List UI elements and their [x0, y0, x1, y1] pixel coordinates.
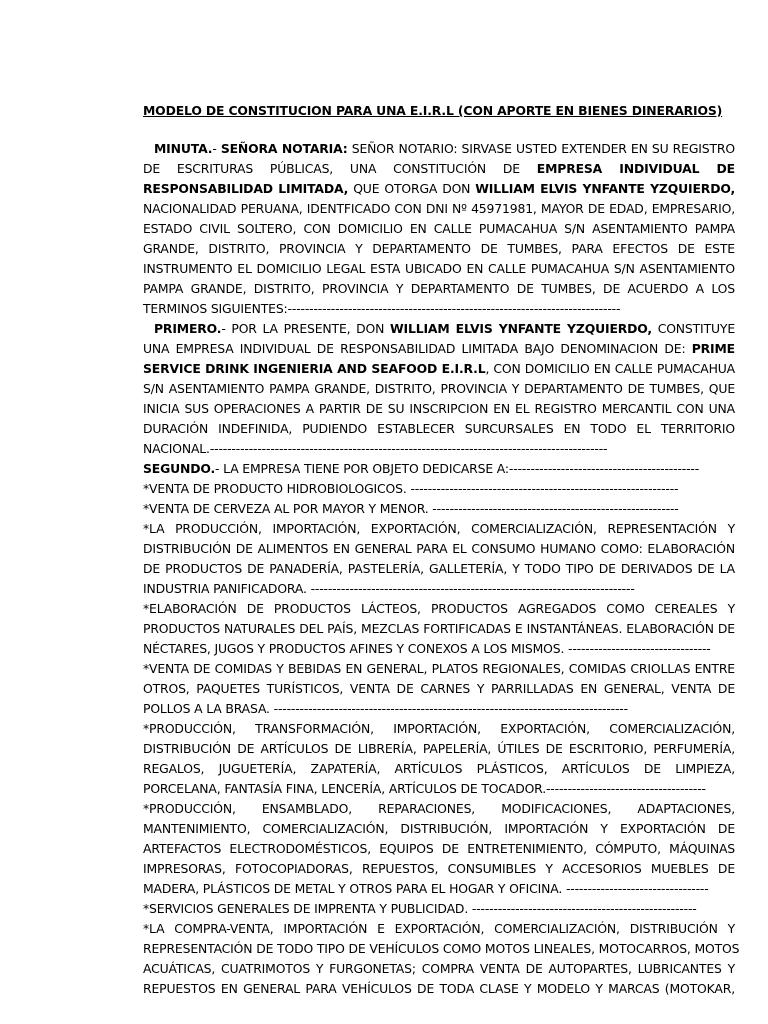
text-segment: NACIONALIDAD PERUANA, IDENTFICADO CON DNI Nº 45971981, MAYOR DE EDAD, EMPRESARIO, [143, 201, 735, 216]
text-line [143, 639, 735, 659]
text-segment: UNA EMPRESA INDIVIDUAL DE RESPONSABILIDAD LIMITADA BAJO DENOMINACION DE: [143, 341, 692, 356]
text-segment: *VENTA DE CERVEZA AL POR MAYOR Y MENOR. --------------------------------------------------------- [143, 501, 679, 516]
text-segment: ARTEFACTOS ELECTRODOMÉSTICOS, EQUIPOS DE ENTRETENIMIENTO, CÓMPUTO, MÁQUINAS [143, 841, 735, 856]
text-line [143, 419, 735, 439]
text-segment: IMPRESORAS, FOTOCOPIADORAS, REPUESTOS, CONSUMIBLES Y ACCESORIOS MUEBLES DE [143, 861, 735, 876]
text-segment: *VENTA DE COMIDAS Y BEBIDAS EN GENERAL, PLATOS REGIONALES, COMIDAS CRIOLLAS ENTRE [143, 661, 735, 676]
text-segment: *PRODUCCIÓN, ENSAMBLADO, REPARACIONES, MODIFICACIONES, ADAPTACIONES, [143, 801, 735, 816]
text-line [143, 919, 735, 939]
text-line [143, 799, 735, 819]
text-line [143, 899, 735, 919]
text-line [143, 459, 735, 479]
text-segment: MANTENIMIENTO, COMERCIALIZACIÓN, DISTRIBUCIÓN, IMPORTACIÓN Y EXPORTACIÓN DE [143, 821, 735, 836]
document-body [143, 139, 740, 999]
bold-text: PRIMERO. [154, 321, 222, 336]
bold-text: EMPRESA INDIVIDUAL DE [536, 161, 735, 176]
text-line [143, 739, 735, 759]
text-segment: *LA PRODUCCIÓN, IMPORTACIÓN, EXPORTACIÓN, COMERCIALIZACIÓN, REPRESENTACIÓN Y [143, 521, 735, 536]
text-line [143, 839, 735, 859]
text-segment: PRODUCTOS NATURALES DEL PAÍS, MEZCLAS FORTIFICADAS E INSTANTÁNEAS. ELABORACIÓN DE [143, 621, 735, 636]
text-line [143, 139, 735, 159]
text-segment: SEÑOR NOTARIO: SIRVASE USTED EXTENDER EN SU REGISTRO [347, 141, 735, 156]
text-segment: PORCELANA, FANTASÍA FINA, LENCERÍA, ARTÍCULOS DE TOCADOR.------------------------------------- [143, 781, 706, 796]
text-segment: POLLOS A LA BRASA. ---------------------------------------------------------------------------------- [143, 701, 628, 716]
text-segment: REGALOS, JUGUETERÍA, ZAPATERÍA, ARTÍCULOS PLÁSTICOS, ARTÍCULOS DE LIMPIEZA, [143, 761, 735, 776]
text-line [143, 659, 735, 679]
text-line [143, 299, 735, 319]
bold-text: RESPONSABILIDAD LIMITADA, [143, 181, 349, 196]
text-segment: OTROS, PAQUETES TURÍSTICOS, VENTA DE CARNES Y PARRILLADAS EN GENERAL, VENTA DE [143, 681, 735, 696]
text-segment: DISTRIBUCIÓN DE ALIMENTOS EN GENERAL PARA EL CONSUMO HUMANO COMO: ELABORACIÓN [143, 541, 735, 556]
document-title: MODELO DE CONSTITUCION PARA UNA E.I.R.L (CON APORTE EN BIENES DINERARIOS) [143, 103, 723, 118]
bold-text: SERVICE DRINK INGENIERIA AND SEAFOOD E.I.R.L [143, 361, 486, 376]
text-line [143, 479, 735, 499]
text-line [143, 159, 735, 179]
text-line [143, 319, 735, 339]
text-line [143, 439, 735, 459]
bold-text: WILLIAM ELVIS YNFANTE YZQUIERDO, [389, 321, 652, 336]
text-segment: QUE OTORGA DON [348, 181, 476, 196]
text-segment: - POR LA PRESENTE, DON [221, 321, 390, 336]
bold-text: SEÑORA NOTARIA: [220, 141, 348, 156]
text-segment: NACIONAL.-------------------------------------------------------------------------------------------- [143, 441, 608, 456]
bold-text: WILLIAM ELVIS YNFANTE YZQUIERDO, [475, 181, 736, 196]
text-line [143, 859, 735, 879]
text-segment: NÉCTARES, JUGOS Y PRODUCTOS AFINES Y CONEXOS A LOS MISMOS. --------------------------------- [143, 641, 711, 656]
text-line [143, 759, 735, 779]
text-segment: REPUESTOS EN GENERAL PARA VEHÍCULOS DE TODA CLASE Y MODELO Y MARCAS (MOTOKAR, [143, 981, 735, 996]
text-segment: GRANDE, DISTRITO, PROVINCIA Y DEPARTAMENTO DE TUMBES, PARA EFECTOS DE ESTE [143, 241, 735, 256]
text-segment: ACUÁTICAS, CUATRIMOTOS Y FURGONETAS; COMPRA VENTA DE AUTOPARTES, LUBRICANTES Y [143, 961, 735, 976]
text-segment: S/N ASENTAMIENTO PAMPA GRANDE, DISTRITO, PROVINCIA Y DEPARTAMENTO DE TUMBES, QUE [143, 381, 735, 396]
text-line [143, 499, 735, 519]
text-line [143, 519, 735, 539]
text-line [143, 239, 735, 259]
text-segment: ESTADO CIVIL SOLTERO, CON DOMICILIO EN CALLE PUMACAHUA S/N ASENTAMIENTO PAMPA [143, 221, 735, 236]
text-line [143, 819, 735, 839]
text-segment: DURACIÓN INDEFINIDA, PUDIENDO ESTABLECER SURCURSALES EN TODO EL TERRITORIO [143, 421, 735, 436]
text-line [143, 679, 735, 699]
text-line [143, 259, 735, 279]
text-segment: - [212, 141, 221, 156]
text-line [143, 539, 735, 559]
text-segment: REPRESENTACIÓN DE TODO TIPO DE VEHÍCULOS COMO MOTOS LINEALES, MOTOCARROS, MOTOS [143, 941, 740, 956]
text-line [143, 279, 735, 299]
text-segment: *ELABORACIÓN DE PRODUCTOS LÁCTEOS, PRODUCTOS AGREGADOS COMO CEREALES Y [143, 601, 735, 616]
text-line [143, 339, 735, 359]
text-segment: INICIA SUS OPERACIONES A PARTIR DE SU INSCRIPCION EN EL REGISTRO MERCANTIL CON UNA [143, 401, 735, 416]
text-line [143, 599, 735, 619]
text-line [143, 379, 735, 399]
text-segment: DE ESCRITURAS PÚBLICAS, UNA CONSTITUCIÓN DE [143, 161, 537, 176]
text-line [143, 219, 735, 239]
text-segment: *SERVICIOS GENERALES DE IMPRENTA Y PUBLICIDAD. ---------------------------------------------------- [143, 901, 697, 916]
text-segment: INDUSTRIA PANIFICADORA. --------------------------------------------------------------------------- [143, 581, 635, 596]
text-segment: *LA COMPRA-VENTA, IMPORTACIÓN E EXPORTACIÓN, COMERCIALIZACIÓN, DISTRIBUCIÓN Y [143, 921, 735, 936]
bold-text: PRIME [691, 341, 735, 356]
text-segment: DISTRIBUCIÓN DE ARTÍCULOS DE LIBRERÍA, PAPELERÍA, ÚTILES DE ESCRITORIO, PERFUMERÍA, [143, 741, 735, 756]
text-line [143, 619, 735, 639]
text-segment: , CON DOMICILIO EN CALLE PUMACAHUA [485, 361, 735, 376]
text-segment: PAMPA GRANDE, DISTRITO, PROVINCIA Y DEPARTAMENTO DE TUMBES, DE ACUERDO A LOS [143, 281, 735, 296]
text-segment: *PRODUCCIÓN, TRANSFORMACIÓN, IMPORTACIÓN, EXPORTACIÓN, COMERCIALIZACIÓN, [143, 721, 735, 736]
text-segment: CONSTITUYE [651, 321, 736, 336]
text-line [143, 179, 735, 199]
text-line [143, 579, 735, 599]
text-line [143, 719, 735, 739]
text-segment: - LA EMPRESA TIENE POR OBJETO DEDICARSE A:-------------------------------------------- [215, 461, 700, 476]
bold-text: SEGUNDO. [143, 461, 216, 476]
text-line [143, 699, 735, 719]
text-line [143, 779, 735, 799]
text-segment: INSTRUMENTO EL DOMICILIO LEGAL ESTA UBICADO EN CALLE PUMACAHUA S/N ASENTAMIENTO [143, 261, 735, 276]
text-line [143, 959, 735, 979]
bold-text: MINUTA. [154, 141, 213, 156]
text-segment: MADERA, PLÁSTICOS DE METAL Y OTROS PARA EL HOGAR Y OFICINA. --------------------------------- [143, 881, 709, 896]
text-segment: TERMINOS SIGUIENTES:----------------------------------------------------------------------------- [143, 301, 621, 316]
text-line [143, 399, 735, 419]
text-segment: *VENTA DE PRODUCTO HIDROBIOLOGICOS. -------------------------------------------------------------- [143, 481, 679, 496]
text-line [143, 559, 735, 579]
text-line [143, 199, 735, 219]
text-segment: DE PRODUCTOS DE PANADERÍA, PASTELERÍA, GALLETERÍA, Y TODO TIPO DE DERIVADOS DE LA [143, 561, 735, 576]
text-line [143, 979, 735, 999]
text-line [143, 939, 740, 959]
text-line [143, 359, 735, 379]
text-line [143, 879, 735, 899]
